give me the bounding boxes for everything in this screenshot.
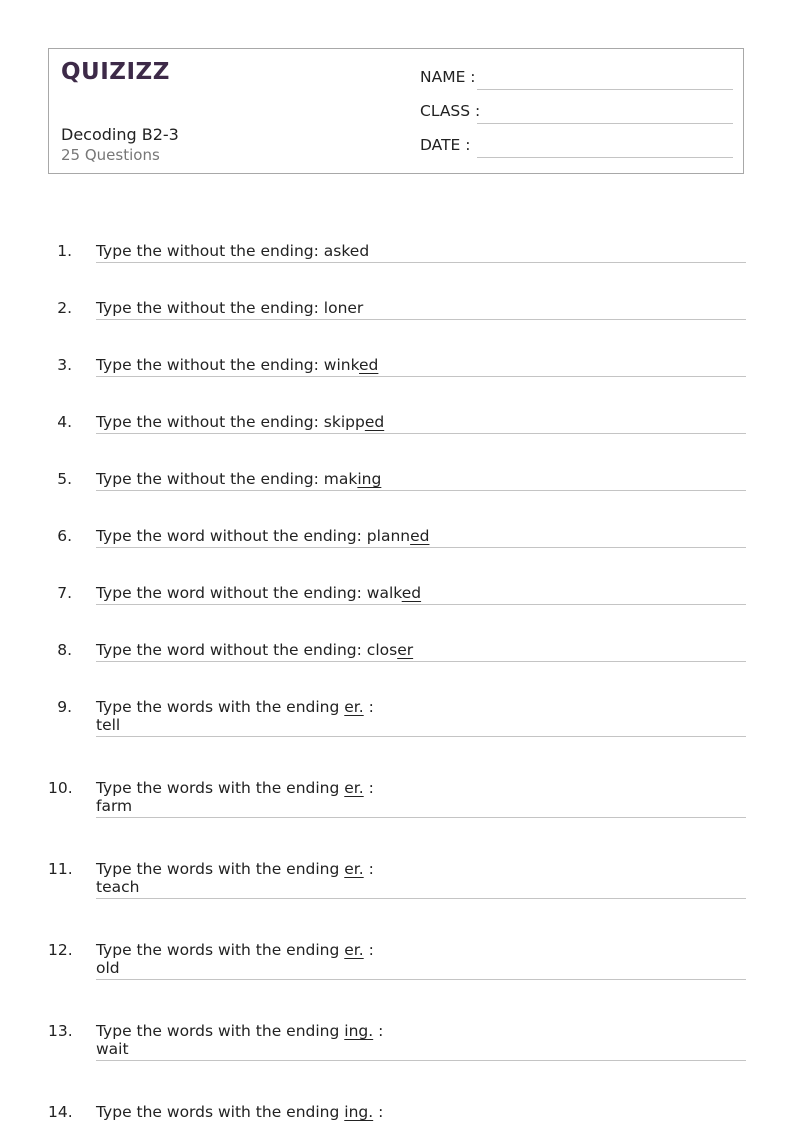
question-number: 10.: [48, 779, 73, 797]
question-word: loner: [323, 299, 364, 317]
answer-line[interactable]: [96, 584, 746, 605]
question-text: Type the words with the ending: [96, 698, 345, 716]
answer-line[interactable]: [96, 797, 746, 818]
question-number: 5.: [57, 470, 72, 488]
answer-line[interactable]: [96, 356, 746, 377]
word-ending: ing: [357, 470, 382, 488]
question-number: 3.: [57, 356, 72, 374]
question-text: Type the words with the ending: [96, 1022, 345, 1040]
class-field[interactable]: [420, 100, 733, 124]
question-word: old: [96, 959, 120, 977]
answer-line[interactable]: [96, 878, 746, 899]
question-word: mak: [323, 470, 358, 488]
question-word: asked: [323, 242, 370, 260]
word-ending: ed: [401, 584, 422, 602]
answer-line[interactable]: [96, 413, 746, 434]
question-number: 4.: [57, 413, 72, 431]
question-number: 9.: [57, 698, 72, 716]
question-text: Type the words with the ending: [96, 779, 345, 797]
name-field[interactable]: [420, 66, 733, 90]
worksheet-title: Decoding B2-3: [61, 125, 179, 144]
question-text: Type the without the ending:: [96, 299, 324, 317]
question-colon: :: [363, 779, 374, 797]
word-ending: ed: [410, 527, 430, 545]
question-text: Type the words with the ending: [96, 1103, 345, 1121]
answer-line[interactable]: [96, 959, 746, 980]
answer-line[interactable]: [96, 641, 746, 662]
answer-line[interactable]: [96, 527, 746, 548]
question-count: 25 Questions: [61, 146, 160, 164]
worksheet-header: [48, 48, 744, 174]
question-word: tell: [96, 716, 121, 734]
question-word: plann: [366, 527, 411, 545]
question-number: 12.: [48, 941, 73, 959]
question-number: 14.: [48, 1103, 73, 1121]
question-word: clos: [366, 641, 398, 659]
question-text: Type the words with the ending: [96, 860, 345, 878]
answer-line[interactable]: [96, 470, 746, 491]
date-field[interactable]: [420, 134, 733, 158]
question-colon: :: [373, 1103, 384, 1121]
question-text: Type the without the ending:: [96, 242, 324, 260]
word-ending: ing.: [344, 1103, 374, 1121]
word-ending: er.: [344, 941, 364, 959]
word-ending: er.: [344, 779, 364, 797]
question-text: Type the without the ending:: [96, 470, 324, 488]
question-text: Type the word without the ending:: [96, 527, 367, 545]
word-ending: er: [397, 641, 414, 659]
word-ending: er.: [344, 860, 364, 878]
date-line[interactable]: [477, 157, 733, 158]
question-colon: :: [363, 698, 374, 716]
answer-line[interactable]: [96, 1040, 746, 1061]
answer-line[interactable]: [96, 299, 746, 320]
question-word: farm: [96, 797, 133, 815]
question-word: wink: [323, 356, 360, 374]
quizizz-logo: QUIZIZZ: [61, 59, 170, 85]
word-ending: er.: [344, 698, 364, 716]
question-number: 8.: [57, 641, 72, 659]
question-word: teach: [96, 878, 140, 896]
question-colon: :: [363, 941, 374, 959]
question-text: Type the without the ending:: [96, 356, 324, 374]
word-ending: ing.: [344, 1022, 374, 1040]
question-colon: :: [373, 1022, 384, 1040]
question-number: 7.: [57, 584, 72, 602]
question-number: 13.: [48, 1022, 73, 1040]
class-line[interactable]: [477, 123, 733, 124]
name-label: NAME :: [420, 68, 476, 86]
word-ending: ed: [359, 356, 379, 374]
class-label: CLASS :: [420, 102, 481, 120]
question-text: Type the word without the ending:: [96, 641, 367, 659]
question-colon: :: [363, 860, 374, 878]
question-text: Type the words with the ending: [96, 941, 345, 959]
word-ending: ed: [364, 413, 385, 431]
question-word: walk: [366, 584, 402, 602]
question-text: Type the word without the ending:: [96, 584, 367, 602]
answer-line[interactable]: [96, 242, 746, 263]
question-text: Type the without the ending:: [96, 413, 324, 431]
answer-line[interactable]: [96, 716, 746, 737]
name-line[interactable]: [477, 89, 733, 90]
question-number: 1.: [57, 242, 72, 260]
question-number: 6.: [57, 527, 72, 545]
question-number: 2.: [57, 299, 72, 317]
question-number: 11.: [48, 860, 73, 878]
date-label: DATE :: [420, 136, 471, 154]
question-word: wait: [96, 1040, 129, 1058]
question-word: skipp: [323, 413, 365, 431]
